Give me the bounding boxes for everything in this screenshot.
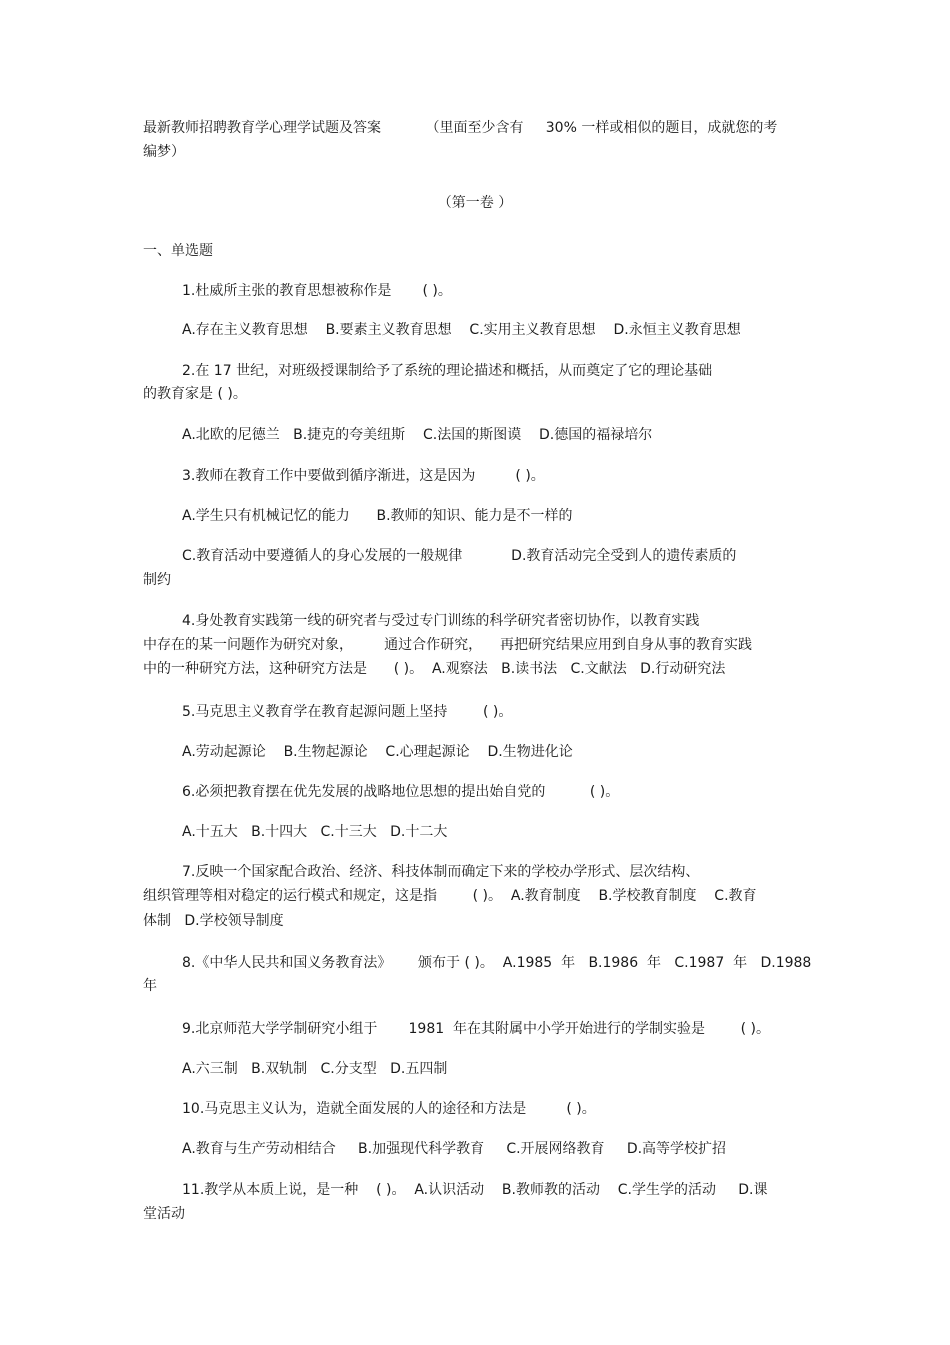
document-title-line-1: 最新教师招聘教育学心理学试题及答案 （里面至少含有 30% 一样或相似的题目，成就您的考 <box>143 120 778 136</box>
question-2: 2.在 17 世纪，对班级授课制给予了系统的理论描述和概括，从而奠定了它的理论基础 <box>182 363 713 379</box>
question-11-cont: 堂活动 <box>143 1206 185 1222</box>
question-7-cont-1: 组织管理等相对稳定的运行模式和规定，这是指 ( )。 A.教育制度 B.学校教育制度 C.教育 <box>143 888 757 904</box>
document-title-line-2: 编梦） <box>143 144 185 160</box>
question-6: 6.必须把教育摆在优先发展的战略地位思想的提出始自党的 ( )。 <box>182 784 620 800</box>
question-3-options-b: C.教育活动中要遵循人的身心发展的一般规律 D.教育活动完全受到人的遗传素质的 <box>182 548 737 564</box>
question-3-options-cont: 制约 <box>143 572 171 588</box>
question-5: 5.马克思主义教育学在教育起源问题上坚持 ( )。 <box>182 704 513 720</box>
question-7: 7.反映一个国家配合政治、经济、科技体制而确定下来的学校办学形式、层次结构、 <box>182 864 700 880</box>
question-4: 4.身处教育实践第一线的研究者与受过专门训练的科学研究者密切协作，以教育实践 <box>182 613 700 629</box>
question-8-cont: 年 <box>143 978 157 994</box>
question-6-options: A.十五大 B.十四大 C.十三大 D.十二大 <box>182 824 448 840</box>
question-8: 8.《中华人民共和国义务教育法》 颁布于 ( )。 A.1985 年 B.1986 年 C.1987 年 D.1988 <box>182 955 812 971</box>
question-1-options: A.存在主义教育思想 B.要素主义教育思想 C.实用主义教育思想 D.永恒主义教育思想 <box>182 322 741 338</box>
question-2-cont: 的教育家是 ( )。 <box>143 386 247 402</box>
section-heading: 一、单选题 <box>143 243 213 259</box>
question-4-cont-1: 中存在的某一问题作为研究对象， 通过合作研究， 再把研究结果应用到自身从事的教育实践 <box>143 637 752 653</box>
question-4-cont-2: 中的一种研究方法，这种研究方法是 ( )。 A.观察法 B.读书法 C.文献法 D.行动研究法 <box>143 661 726 677</box>
question-5-options: A.劳动起源论 B.生物起源论 C.心理起源论 D.生物进化论 <box>182 744 573 760</box>
question-3-options-a: A.学生只有机械记忆的能力 B.教师的知识、能力是不一样的 <box>182 508 573 524</box>
question-9: 9.北京师范大学学制研究小组于 1981 年在其附属中小学开始进行的学制实验是 ( )。 <box>182 1021 771 1037</box>
question-7-cont-2: 体制 D.学校领导制度 <box>143 913 284 929</box>
question-10-options: A.教育与生产劳动相结合 B.加强现代科学教育 C.开展网络教育 D.高等学校扩招 <box>182 1141 727 1157</box>
question-9-options: A.六三制 B.双轨制 C.分支型 D.五四制 <box>182 1061 448 1077</box>
question-10: 10.马克思主义认为，造就全面发展的人的途径和方法是 ( )。 <box>182 1101 596 1117</box>
question-3: 3.教师在教育工作中要做到循序渐进，这是因为 ( )。 <box>182 468 545 484</box>
question-11: 11.教学从本质上说，是一种 ( )。 A.认识活动 B.教师教的活动 C.学生学的活动 D.课 <box>182 1182 768 1198</box>
question-2-options: A.北欧的尼德兰 B.捷克的夸美纽斯 C.法国的斯图谟 D.德国的福禄培尔 <box>182 427 653 443</box>
volume-heading: （第一卷 ） <box>437 195 513 211</box>
question-1: 1.杜威所主张的教育思想被称作是 ( )。 <box>182 283 452 299</box>
